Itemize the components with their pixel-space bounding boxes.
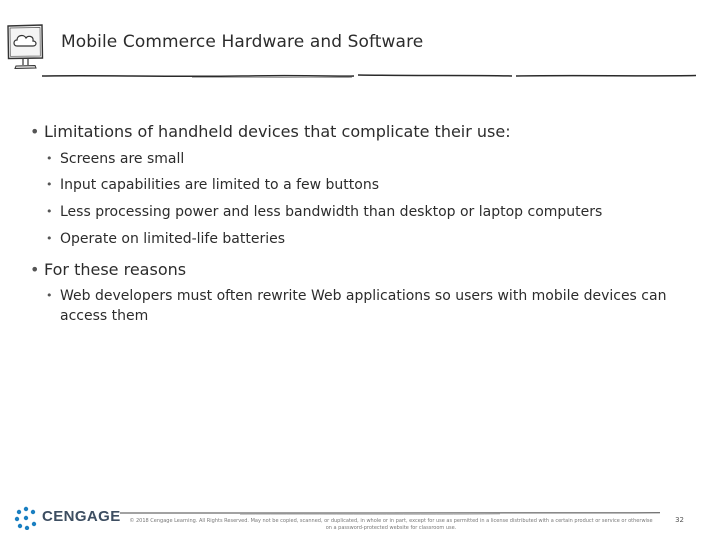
subbullet-screens [30, 149, 690, 169]
copyright-notice: © 2018 Cengage Learning. All Rights Reserved. May not be copied, scanned, or duplicated, in whole or in part, except for use as permitted in a license distributed with a certain product or service or otherwise on a password-protected website for classroom use. [129, 518, 653, 531]
bullet-text: Limitations of handheld devices that complicate their use: [44, 122, 511, 141]
bullet-dot: • [46, 232, 53, 245]
subbullet-batteries [30, 229, 690, 249]
footer-rule [120, 508, 660, 518]
cloud-monitor-icon [6, 20, 44, 72]
bullet-reasons [30, 258, 690, 282]
bullet-text: For these reasons [44, 260, 187, 279]
subbullet-text: Less processing power and less bandwidth than desktop or laptop computers [60, 204, 603, 220]
subbullet-processing [30, 202, 690, 222]
subbullet-input [30, 175, 690, 195]
bullet-limitations [30, 120, 690, 144]
page-number: 32 [675, 516, 684, 524]
slide-title: Mobile Commerce Hardware and Software [61, 32, 424, 52]
subbullet-text: Operate on limited-life batteries [60, 231, 286, 247]
subbullet-text: Web developers must often rewrite Web applications so users with mobile devices can access them [60, 288, 667, 324]
title-underline [42, 70, 696, 82]
bullet-dot: • [46, 152, 53, 165]
logo-text: CENGAGE [42, 508, 121, 525]
bullet-dot: • [30, 260, 40, 279]
bullet-dot: • [46, 178, 53, 191]
subbullet-text: Screens are small [60, 151, 185, 167]
slide-body [30, 120, 690, 326]
cengage-logo [14, 504, 121, 530]
subbullet-text: Input capabilities are limited to a few buttons [60, 177, 380, 193]
bullet-dot: • [46, 205, 53, 218]
bullet-dot: • [30, 122, 40, 141]
bullet-dot: • [46, 289, 53, 302]
subbullet-web-developers [30, 286, 690, 326]
cengage-logo-mark-icon [14, 506, 38, 530]
